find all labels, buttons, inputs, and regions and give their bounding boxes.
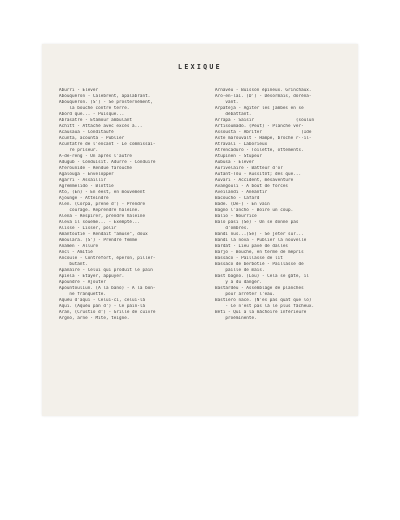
glossary-line: Bandi nus...(Se) - Se jeter sur... bbox=[215, 232, 304, 237]
glossary-line: Arrapa - Saisir (soulun bbox=[215, 118, 315, 123]
glossary-line: paille de maïs. bbox=[215, 268, 265, 273]
glossary-line: Apountouliun. (À la bano) - À la bon- bbox=[59, 286, 156, 291]
glossary-line: Ancoule - Contrefort, éperon, piller- bbox=[59, 256, 156, 261]
glossary-line: Aveilandi - Anéantir bbox=[215, 190, 268, 195]
glossary-line: Ancl - Amitié bbox=[59, 250, 93, 255]
glossary-line: Aran, (Crustio d') - Grille de cuivre bbox=[59, 310, 156, 315]
glossary-line: Acunta, acounta - Publier bbox=[59, 136, 125, 141]
glossary-line: Balo pasi (Se) - On se donne pas bbox=[215, 220, 299, 225]
glossary-line: Agremmelido - Blottie bbox=[59, 184, 114, 189]
glossary-line: Alena - Respirer, prendre haleine bbox=[59, 214, 146, 219]
glossary-line: Abord que... - Puisque... bbox=[59, 112, 125, 117]
right-column bbox=[215, 88, 365, 322]
glossary-line: - Ce n'est pas là le plus fâcheux. bbox=[215, 304, 315, 309]
glossary-line: Bacoucho - Cafard bbox=[215, 196, 260, 201]
glossary-line: Béti - Qui a la mâchoire inférieure bbox=[215, 310, 307, 315]
glossary-line: Acuntatre de l'encant - Le commissai- bbox=[59, 142, 156, 147]
glossary-line: Agarri - Assaillir bbox=[59, 178, 106, 183]
page-title: LEXIQUE bbox=[178, 63, 222, 71]
glossary-line: débattant. bbox=[215, 112, 252, 117]
glossary-line: Assousta - Abriter (Ide bbox=[215, 130, 312, 135]
glossary-line: vant. bbox=[215, 100, 239, 105]
glossary-line: proéminente. bbox=[215, 316, 257, 321]
glossary-line: Avangouli - À bout de forces bbox=[215, 184, 289, 189]
glossary-line: Abouquéron - Calebrent, apalabrant. bbox=[59, 94, 151, 99]
glossary-line: Aurivelaire - Batteur d'or bbox=[215, 166, 283, 171]
glossary-line: Abrasatre - Etamour ambulant bbox=[59, 118, 133, 123]
glossary-line: Aste marouvalt - Hampe, broche r··il- bbox=[215, 136, 312, 141]
glossary-line: Atrencaduro - Toilette, ottements. bbox=[215, 148, 304, 153]
glossary-line: Bardat - Lieu pavé de dalles bbox=[215, 244, 289, 249]
glossary-line: d'ombres. bbox=[215, 226, 249, 231]
glossary-line: Anamen - Allure bbox=[59, 244, 99, 249]
glossary-line: Artisoumado. (Peut) - Planche ver- bbox=[215, 124, 304, 129]
glossary-line: Apoundre - Ajouter bbox=[59, 280, 106, 285]
glossary-line: Aburri - Elever bbox=[59, 88, 99, 93]
glossary-line: Ato, (En) - En éest, en mouvement bbox=[59, 190, 146, 195]
glossary-line: Apanaire - Celui qui produit le pain bbox=[59, 268, 153, 273]
glossary-line: Atravali - Laborieux bbox=[215, 142, 268, 147]
glossary-line: Aleva il soueme... - Exempté... bbox=[59, 220, 140, 225]
typed-page bbox=[42, 44, 358, 416]
glossary-line: Amoulara. (S') - Prendre femme bbox=[59, 238, 138, 243]
glossary-line: Achitt - Attaché avec excès à... bbox=[59, 124, 143, 129]
glossary-line: A-de-reng - Un après l'autre bbox=[59, 154, 133, 159]
glossary-line: Argno, arne - Mite, teigne. bbox=[59, 316, 130, 321]
glossary-line: Bagno l'ancho - Boire un coup. bbox=[215, 208, 294, 213]
glossary-line: Agalouga - Envelopper bbox=[59, 172, 114, 177]
glossary-line: ne franquette. bbox=[59, 292, 106, 297]
glossary-line: Aquéu d'aqui - Celui-ci, celui-là bbox=[59, 298, 146, 303]
glossary-line: Acausaua - Conditaufé bbox=[59, 130, 114, 135]
glossary-line: Bandi la nova - Publier la nouvelle bbox=[215, 238, 307, 243]
glossary-line: Auvari - Accident, mésaventure bbox=[215, 178, 294, 183]
glossary-line: courage. Reprendre haleine. bbox=[59, 208, 140, 213]
glossary-line: pour arrêter l'eau. bbox=[215, 292, 276, 297]
glossary-line: Ajounge - Atteindre bbox=[59, 196, 109, 201]
glossary-line: la bouche contre terre. bbox=[59, 106, 130, 111]
glossary-line: Alen. (Corpa, prene d') - Prendre bbox=[59, 202, 146, 207]
glossary-line: Bade. (De-) - En vain bbox=[215, 202, 270, 207]
glossary-line: Bassaco de berbotié - Paillasse de bbox=[215, 262, 304, 267]
glossary-line: Aubusa - Elever bbox=[215, 160, 255, 165]
glossary-line: Abouquéron. (S') - Se prosternément, bbox=[59, 100, 153, 105]
glossary-line: Apiela - Etayer, appuyer. bbox=[59, 274, 125, 279]
left-column bbox=[59, 88, 209, 322]
glossary-line: Amantoutié - Rendait "amuse", doux bbox=[59, 232, 148, 237]
glossary-line: Atupinen - Stupeur bbox=[215, 154, 262, 159]
glossary-line: re priseur. bbox=[59, 148, 99, 153]
glossary-line: Aferounide - Rendue farouche bbox=[59, 166, 133, 171]
glossary-line: Alisse - Lisser, polir bbox=[59, 226, 117, 231]
glossary-line: Adugub - Conduisit. Adurre - Conduire bbox=[59, 160, 156, 165]
glossary-line: Autant-Tôu - Aussitôt; dès que... bbox=[215, 172, 302, 177]
glossary-line: Bast bagno. (Lou) - Cela se gâte, il bbox=[215, 274, 309, 279]
glossary-line: Aqui. (Aquéu pan d') - Ce pain-là bbox=[59, 304, 146, 309]
glossary-line: Aro-en-lai. (D') - Désormais, doréna- bbox=[215, 94, 312, 99]
glossary-line: Arpateja - Agiter les jambes en se bbox=[215, 106, 304, 111]
glossary-line: Bastardéu - Assemblage de planches bbox=[215, 286, 304, 291]
glossary-line: y a du danger. bbox=[215, 280, 262, 285]
glossary-line: Bastiero nace. (N'es pas quat que lo) bbox=[215, 298, 312, 303]
glossary-line: Bassaco - Paillasse de lit bbox=[215, 256, 283, 261]
glossary-line: Arnavéu - Buisson épineux. Grinchaux. bbox=[215, 88, 312, 93]
glossary-line: Barjo - Bouche, en terme de mépris bbox=[215, 250, 304, 255]
glossary-line: butant. bbox=[59, 262, 88, 267]
glossary-line: Balio - Nourrice bbox=[215, 214, 257, 219]
